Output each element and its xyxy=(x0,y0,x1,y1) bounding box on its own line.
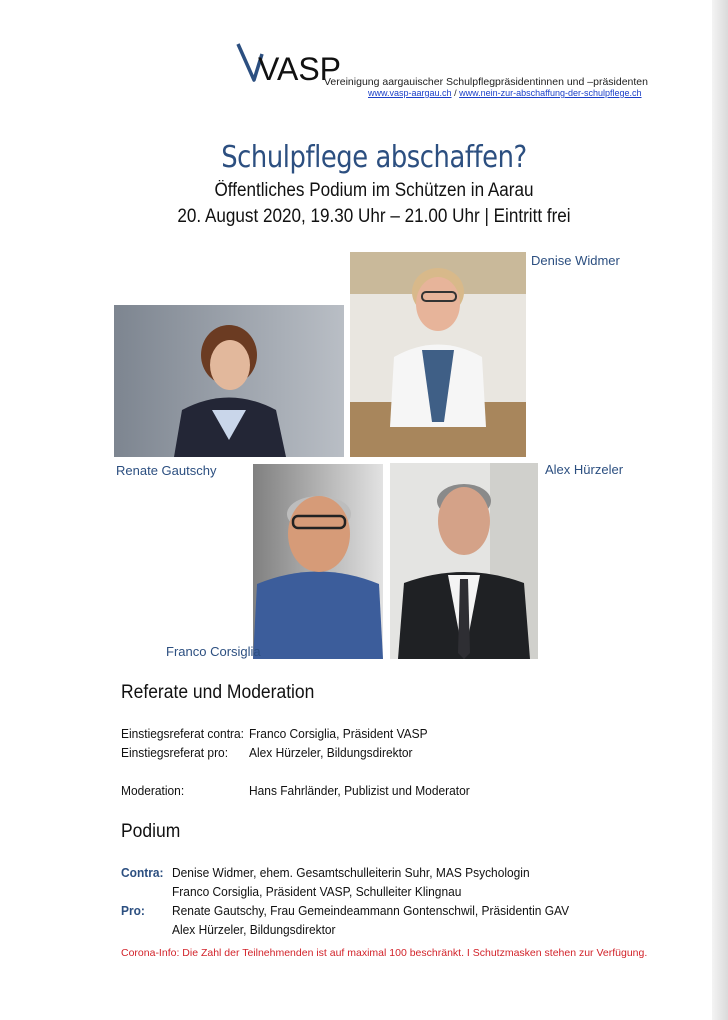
name-denise-widmer: Denise Widmer xyxy=(531,253,620,268)
link-vasp[interactable]: www.vasp-aargau.ch xyxy=(368,88,452,98)
referat-pro-value: Alex Hürzeler, Bildungsdirektor xyxy=(249,745,413,760)
podium-contra-2: Franco Corsiglia, Präsident VASP, Schulleiter Klingnau xyxy=(172,884,462,899)
referat-contra-value: Franco Corsiglia, Präsident VASP xyxy=(249,726,428,741)
header-links xyxy=(368,88,642,98)
event-title: Schulpflege abschaffen? xyxy=(221,140,527,175)
podium-contra-1: Denise Widmer, ehem. Gesamtschulleiterin Suhr, MAS Psychologin xyxy=(172,865,530,880)
logo-text: VASP xyxy=(258,51,341,87)
name-franco-corsiglia: Franco Corsiglia xyxy=(166,644,261,659)
organization-name: Vereinigung aargauischer Schulpflegpräsidentinnen und –präsidenten xyxy=(324,76,648,88)
referate-heading: Referate und Moderation xyxy=(121,682,315,703)
corona-info: Corona-Info: Die Zahl der Teilnehmenden ist auf maximal 100 beschränkt. I Schutzmasken stehen zur Verfügung. xyxy=(121,947,648,959)
link-nein[interactable]: www.nein-zur-abschaffung-der-schulpflege.ch xyxy=(459,88,642,98)
name-renate-gautschy: Renate Gautschy xyxy=(116,463,217,478)
referat-contra-label: Einstiegsreferat contra: xyxy=(121,726,244,741)
referat-pro-label: Einstiegsreferat pro: xyxy=(121,745,229,760)
page-edge xyxy=(712,0,728,1020)
photo-franco-corsiglia xyxy=(253,464,383,659)
podium-pro-label: Pro: xyxy=(121,903,145,918)
moderation-value: Hans Fahrländer, Publizist und Moderator xyxy=(249,783,470,798)
podium-heading: Podium xyxy=(121,821,181,842)
podium-pro-2: Alex Hürzeler, Bildungsdirektor xyxy=(172,922,336,937)
photo-renate-gautschy xyxy=(114,305,344,457)
event-dateline: 20. August 2020, 19.30 Uhr – 21.00 Uhr | Eintritt frei xyxy=(177,206,571,227)
name-alex-huerzeler: Alex Hürzeler xyxy=(545,462,624,477)
event-subtitle: Öffentliches Podium im Schützen in Aarau xyxy=(214,180,534,201)
podium-pro-1: Renate Gautschy, Frau Gemeindeammann Gontenschwil, Präsidentin GAV xyxy=(172,903,570,918)
vasp-logo xyxy=(236,42,341,87)
moderation-label: Moderation: xyxy=(121,783,185,798)
photo-alex-huerzeler xyxy=(390,463,538,659)
photo-denise-widmer xyxy=(350,252,526,457)
link-separator: / xyxy=(454,88,457,98)
podium-contra-label: Contra: xyxy=(121,865,164,880)
